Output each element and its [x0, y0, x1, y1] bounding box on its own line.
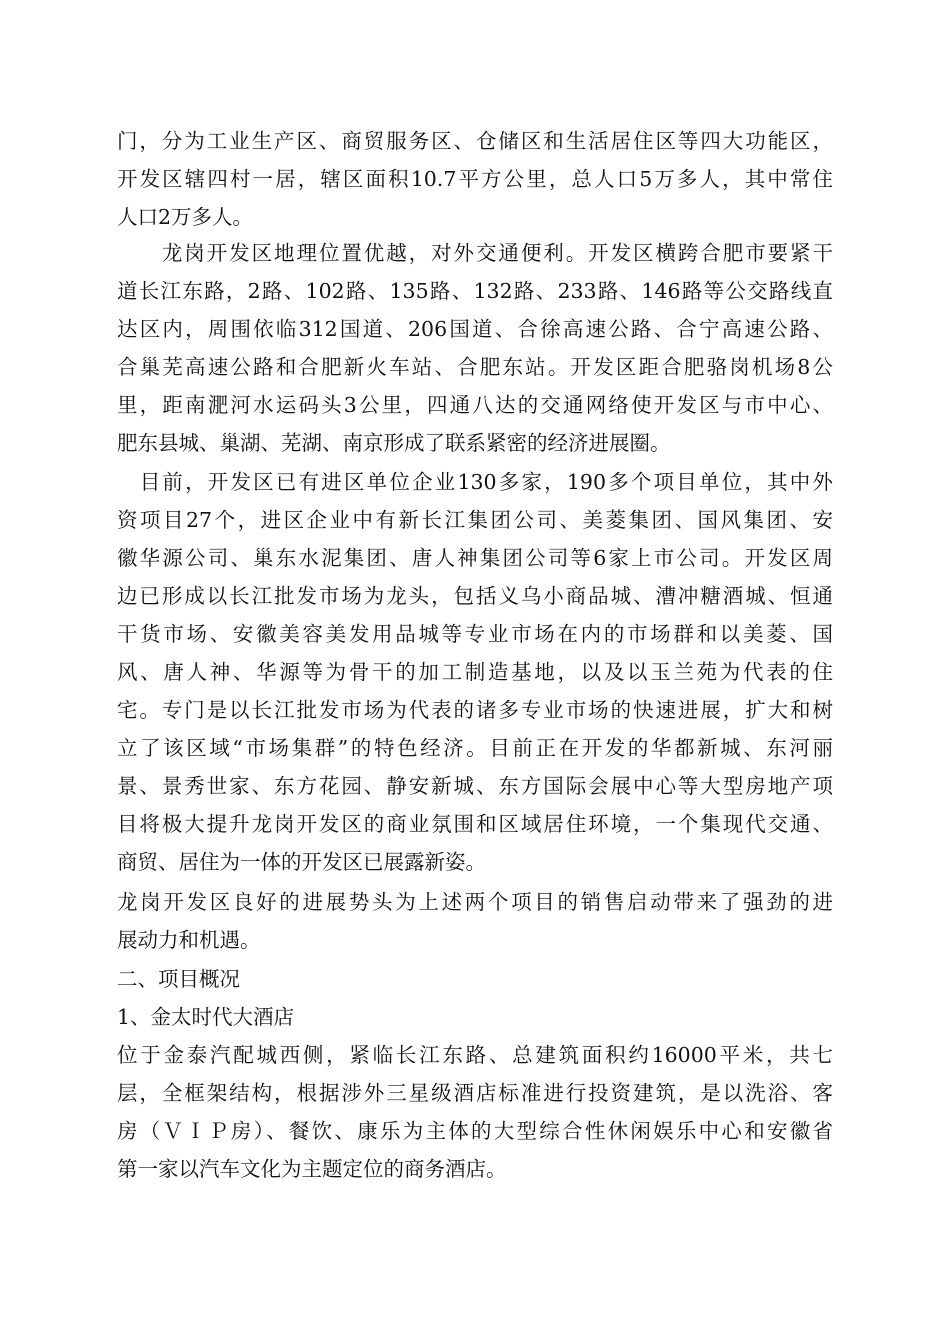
text-line: 商贸、居住为一体的开发区已展露新姿。 [117, 850, 486, 874]
text-line: 位于金泰汽配城西侧，紧临长江东路、总建筑面积约16000平米，共七 [117, 1043, 833, 1067]
text-line: 宅。专门是以长江批发市场为代表的诸多专业市场的快速进展，扩大和树 [117, 698, 833, 722]
text-line: 目将极大提升龙岗开发区的商业氛围和区域居住环境，一个集现代交通、 [117, 812, 833, 836]
text-line: 层，全框架结构，根据涉外三星级酒店标准进行投资建筑，是以洗浴、客 [117, 1081, 833, 1105]
text-line: 道长江东路，2路、102路、135路、132路、233路、146路等公交路线直 [117, 279, 833, 303]
text-line: 展动力和机遇。 [117, 928, 261, 952]
text-line: 人口2万多人。 [117, 205, 254, 229]
text-line: 达区内，周围依临312国道、206国道、合徐高速公路、合宁高速公路、 [117, 317, 833, 341]
text-line: 景、景秀世家、东方花园、静安新城、东方国际会展中心等大型房地产项 [117, 774, 833, 798]
text-line: 徽华源公司、巢东水泥集团、唐人神集团公司等6家上市公司。开发区周 [117, 546, 833, 570]
text-line: 龙岗开发区地理位置优越，对外交通便利。开发区横跨合肥市要紧干 [117, 241, 833, 265]
text-line: 肥东县城、巢湖、芜湖、南京形成了联系紧密的经济进展圈。 [117, 431, 671, 455]
section-title: 二、项目概况 [117, 967, 240, 991]
text-line: 立了该区域“市场集群”的特色经济。目前正在开发的华都新城、东河丽 [117, 736, 833, 760]
text-line: 第一家以汽车文化为主题定位的商务酒店。 [117, 1157, 507, 1181]
text-line: 目前，开发区已有进区单位企业130多家，190多个项目单位，其中外 [117, 470, 833, 494]
subsection-title: 1、金太时代大酒店 [117, 1005, 295, 1029]
text-line: 门，分为工业生产区、商贸服务区、仓储区和生活居住区等四大功能区， [117, 129, 833, 153]
text-line: 合巢芜高速公路和合肥新火车站、合肥东站。开发区距合肥骆岗机场8公 [117, 355, 833, 379]
text-line: 边已形成以长江批发市场为龙头，包括义乌小商品城、漕冲糖酒城、恒通 [117, 584, 833, 608]
text-line: 风、唐人神、华源等为骨干的加工制造基地，以及以玉兰苑为代表的住 [117, 660, 833, 684]
text-line: 龙岗开发区良好的进展势头为上述两个项目的销售启动带来了强劲的进 [117, 890, 833, 914]
text-line: 房（ＶＩＰ房）、餐饮、康乐为主体的大型综合性休闲娱乐中心和安徽省 [117, 1119, 833, 1143]
text-line: 资项目27个，进区企业中有新长江集团公司、美菱集团、国风集团、安 [117, 508, 833, 532]
text-line: 开发区辖四村一居，辖区面积10.7平方公里，总人口5万多人，其中常住 [117, 167, 833, 191]
text-line: 里，距南淝河水运码头3公里，四通八达的交通网络使开发区与市中心、 [117, 393, 833, 417]
text-line: 干货市场、安徽美容美发用品城等专业市场在内的市场群和以美菱、国 [117, 622, 833, 646]
